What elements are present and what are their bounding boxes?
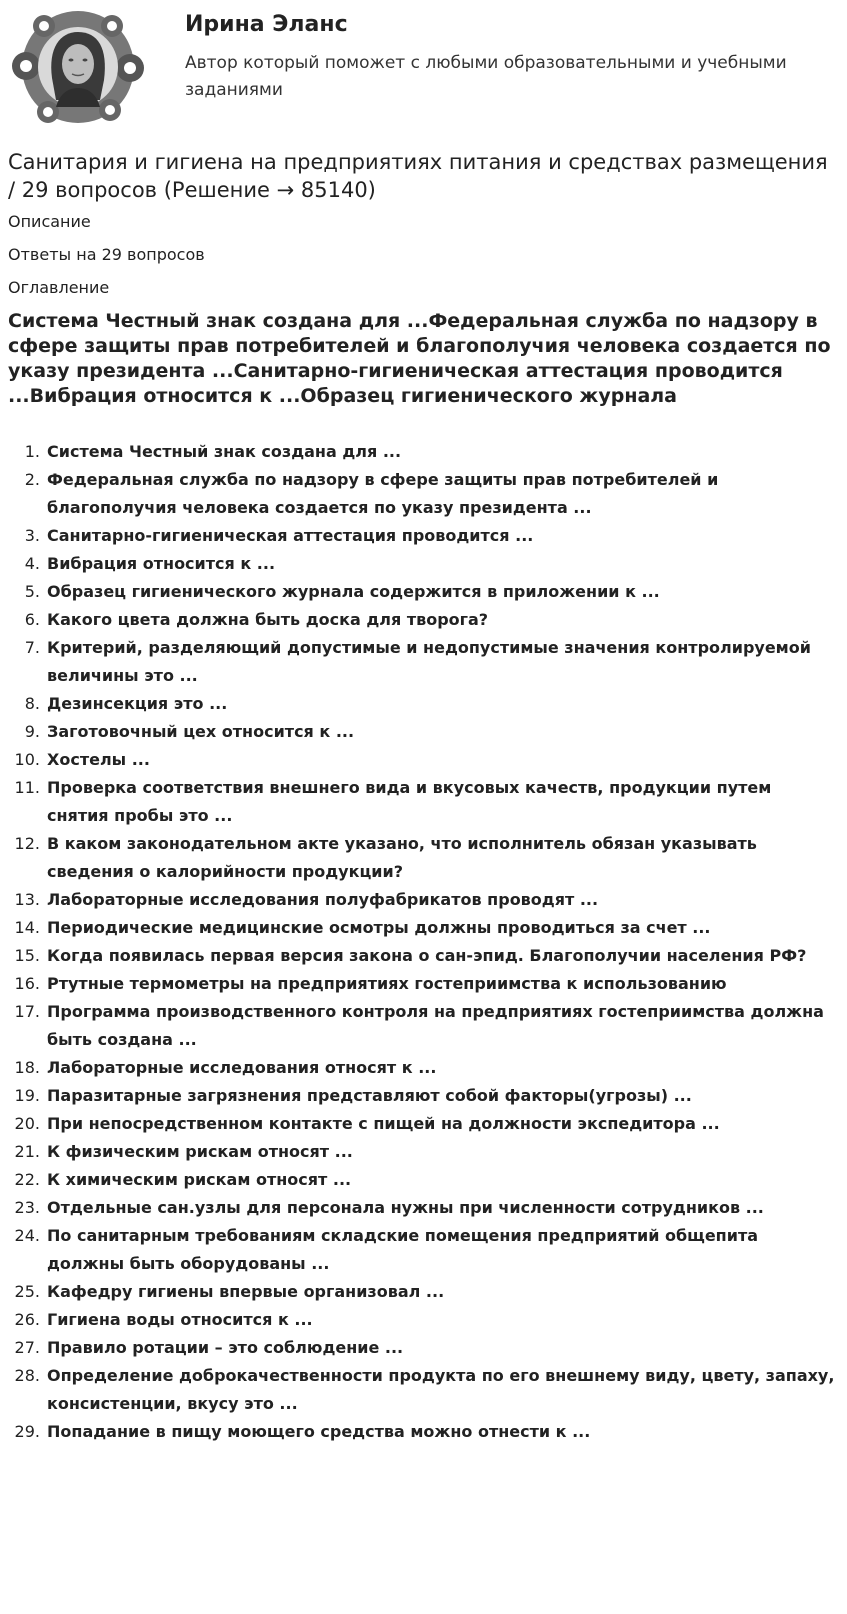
question-item <box>8 1418 838 1446</box>
question-text: Определение доброкачественности продукта по его внешнему виду, цвету, запаху, консистенции, вкусу это ... <box>47 1366 835 1413</box>
question-number: 19. <box>14 1086 40 1105</box>
question-item <box>8 774 838 830</box>
question-item <box>8 830 838 886</box>
author-card <box>0 0 847 130</box>
question-item <box>8 914 838 942</box>
question-number: 16. <box>14 974 40 993</box>
question-item <box>8 438 838 466</box>
question-text: Федеральная служба по надзору в сфере защиты прав потребителей и благополучия человека создается по указу президента ... <box>47 470 719 517</box>
question-item <box>8 466 838 522</box>
question-text: Паразитарные загрязнения представляют собой факторы(угрозы) ... <box>47 1086 692 1105</box>
author-description: Автор который поможет с любыми образовательными и учебными заданиями <box>185 53 787 100</box>
question-item <box>8 1082 838 1110</box>
question-item <box>8 1166 838 1194</box>
description-label: Описание <box>8 212 91 231</box>
question-text: Проверка соответствия внешнего вида и вкусовых качеств, продукции путем снятия пробы это ... <box>47 778 772 825</box>
question-item <box>8 1306 838 1334</box>
question-number: 27. <box>14 1338 40 1357</box>
question-text: Программа производственного контроля на предприятиях гостеприимства должна быть создана ... <box>47 1002 824 1049</box>
author-avatar[interactable] <box>8 8 148 126</box>
question-text: Система Честный знак создана для ... <box>47 442 402 461</box>
author-name[interactable]: Ирина Эланс <box>185 12 348 37</box>
question-list <box>8 438 838 1446</box>
question-text: Какого цвета должна быть доска для творога? <box>47 610 489 629</box>
question-item <box>8 1334 838 1362</box>
question-number: 28. <box>14 1366 40 1385</box>
question-text: К физическим рискам относят ... <box>47 1142 353 1161</box>
toc-summary: Система Честный знак создана для ...Федеральная служба по надзору в сфере защиты прав потребителей и благополучия человека создается по указу президента ...Санитарно-гигиеническая аттестация проводится ...Вибрация относится к ...Образец гигиенического журнала <box>8 310 831 407</box>
question-text: Образец гигиенического журнала содержится в приложении к ... <box>47 582 660 601</box>
question-item <box>8 578 838 606</box>
question-number: 6. <box>24 610 40 629</box>
question-number: 12. <box>14 834 40 853</box>
question-number: 7. <box>24 638 40 657</box>
question-number: 14. <box>14 918 40 937</box>
question-number: 22. <box>14 1170 40 1189</box>
question-text: Отдельные сан.узлы для персонала нужны при численности сотрудников ... <box>47 1198 764 1217</box>
question-text: Гигиена воды относится к ... <box>47 1310 313 1329</box>
question-number: 18. <box>14 1058 40 1077</box>
question-item <box>8 1362 838 1418</box>
description-text: Ответы на 29 вопросов <box>8 245 205 264</box>
question-number: 20. <box>14 1114 40 1133</box>
question-text: Лабораторные исследования относят к ... <box>47 1058 437 1077</box>
question-number: 4. <box>24 554 40 573</box>
question-number: 8. <box>24 694 40 713</box>
question-number: 13. <box>14 890 40 909</box>
question-item <box>8 746 838 774</box>
question-number: 3. <box>24 526 40 545</box>
question-item <box>8 970 838 998</box>
question-number: 15. <box>14 946 40 965</box>
question-number: 2. <box>24 470 40 489</box>
question-text: Хостелы ... <box>47 750 150 769</box>
question-text: При непосредственном контакте с пищей на должности экспедитора ... <box>47 1114 720 1133</box>
question-text: Дезинсекция это ... <box>47 694 228 713</box>
question-item <box>8 998 838 1054</box>
question-number: 9. <box>24 722 40 741</box>
page-title: Санитария и гигиена на предприятиях питания и средствах размещения / 29 вопросов (Решение → 85140) <box>8 150 828 202</box>
question-item <box>8 522 838 550</box>
question-item <box>8 1054 838 1082</box>
question-number: 24. <box>14 1226 40 1245</box>
question-text: К химическим рискам относят ... <box>47 1170 352 1189</box>
question-item <box>8 1278 838 1306</box>
question-item <box>8 634 838 690</box>
question-text: Когда появилась первая версия закона о сан-эпид. Благополучии населения РФ? <box>47 946 807 965</box>
question-text: По санитарным требованиям складские помещения предприятий общепита должны быть оборудованы ... <box>47 1226 759 1273</box>
question-item <box>8 1110 838 1138</box>
question-item <box>8 606 838 634</box>
question-number: 10. <box>14 750 40 769</box>
question-item <box>8 690 838 718</box>
question-text: Периодические медицинские осмотры должны проводиться за счет ... <box>47 918 711 937</box>
question-text: Кафедру гигиены впервые организовал ... <box>47 1282 445 1301</box>
question-text: Заготовочный цех относится к ... <box>47 722 355 741</box>
question-text: В каком законодательном акте указано, что исполнитель обязан указывать сведения о калорийности продукции? <box>47 834 757 881</box>
question-text: Санитарно-гигиеническая аттестация проводится ... <box>47 526 534 545</box>
question-item <box>8 550 838 578</box>
question-number: 1. <box>24 442 40 461</box>
question-item <box>8 886 838 914</box>
question-item <box>8 718 838 746</box>
question-number: 26. <box>14 1310 40 1329</box>
question-item <box>8 1194 838 1222</box>
question-item <box>8 1222 838 1278</box>
question-text: Вибрация относится к ... <box>47 554 276 573</box>
question-number: 29. <box>14 1422 40 1441</box>
question-text: Критерий, разделяющий допустимые и недопустимые значения контролируемой величины это ... <box>47 638 811 685</box>
question-text: Лабораторные исследования полуфабрикатов проводят ... <box>47 890 599 909</box>
toc-label: Оглавление <box>8 278 110 297</box>
question-item <box>8 942 838 970</box>
question-number: 17. <box>14 1002 40 1021</box>
question-number: 21. <box>14 1142 40 1161</box>
question-number: 11. <box>14 778 40 797</box>
question-number: 5. <box>24 582 40 601</box>
question-item <box>8 1138 838 1166</box>
question-number: 23. <box>14 1198 40 1217</box>
question-text: Ртутные термометры на предприятиях гостеприимства к использованию <box>47 974 727 993</box>
question-text: Правило ротации – это соблюдение ... <box>47 1338 404 1357</box>
question-number: 25. <box>14 1282 40 1301</box>
question-text: Попадание в пищу моющего средства можно отнести к ... <box>47 1422 591 1441</box>
